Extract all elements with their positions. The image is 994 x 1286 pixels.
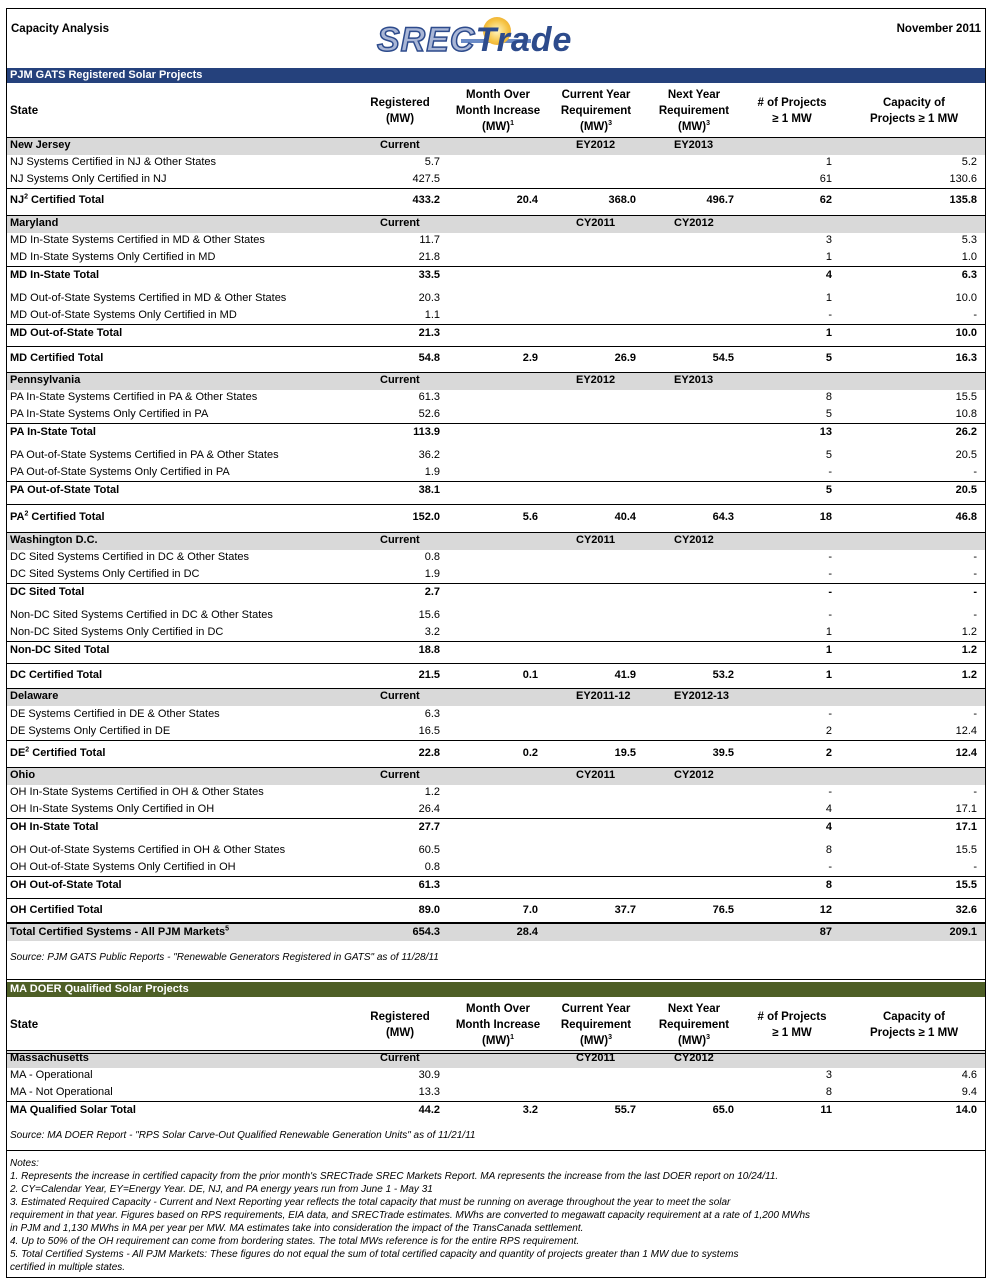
next-year-heading: CY2012 <box>674 217 714 229</box>
registered-value: 22.8 <box>418 747 440 759</box>
registered-value: 0.8 <box>424 861 440 873</box>
capacity-value: - <box>973 786 977 798</box>
registered-value: 15.6 <box>418 609 440 621</box>
registered-value: 433.2 <box>412 194 440 206</box>
capacity-value: 5.2 <box>961 156 977 168</box>
total-row <box>7 188 985 211</box>
projects-value: 1 <box>825 156 832 168</box>
capacity-value: 12.4 <box>955 725 977 737</box>
capacity-value: 46.8 <box>955 511 977 523</box>
row-label: OH In-State Systems Certified in OH & Other States <box>10 786 264 798</box>
row-label-suffix: Certified Total <box>28 511 105 523</box>
capacity-value: - <box>973 309 977 321</box>
registered-value: 654.3 <box>412 926 440 938</box>
projects-value: 62 <box>819 194 832 206</box>
next-requirement-value: 65.0 <box>712 1104 734 1116</box>
registered-value: 5.7 <box>424 156 440 168</box>
registered-value: 16.5 <box>418 725 440 737</box>
projects-value: 1 <box>825 669 832 681</box>
row-label: OH Out-of-State Total <box>10 879 122 891</box>
row-label: PA Out-of-State Systems Only Certified in PA <box>10 466 230 478</box>
current-year-heading: CY2011 <box>576 217 616 229</box>
registered-value: 3.2 <box>424 626 440 638</box>
projects-value: - <box>828 309 832 321</box>
capacity-analysis-page <box>6 8 986 1278</box>
footnote-line: certified in multiple states. <box>10 1262 126 1273</box>
registered-value: 52.6 <box>418 408 440 420</box>
registered-value: 61.3 <box>418 879 440 891</box>
capacity-value: 15.5 <box>955 844 977 856</box>
current-requirement-value: 26.9 <box>614 352 636 364</box>
row-label-suffix: Certified Total <box>27 194 105 206</box>
total-row <box>7 583 985 601</box>
divider <box>7 979 985 980</box>
capacity-value: - <box>973 551 977 563</box>
month-increase-value: 5.6 <box>522 511 538 523</box>
state-header-row <box>7 767 985 785</box>
registered-value: 6.3 <box>424 708 440 720</box>
row-label: DE Systems Certified in DE & Other States <box>10 708 220 720</box>
col-state: State <box>10 105 39 117</box>
footnote-marker: 2 <box>25 746 30 754</box>
row-label: MD In-State Systems Certified in MD & Other States <box>10 234 265 246</box>
projects-value: 5 <box>825 352 832 364</box>
table-row <box>7 607 985 624</box>
pjm-section-title: PJM GATS Registered Solar Projects <box>7 68 985 83</box>
projects-value: 11 <box>820 1104 832 1116</box>
next-requirement-value: 496.7 <box>706 194 734 206</box>
registered-value: 30.9 <box>418 1069 440 1081</box>
projects-value: 3 <box>825 1069 832 1081</box>
col-registered: Registered (MW) <box>370 1011 430 1039</box>
footnote-line: in PJM and 1,130 MWhs in MA per year per MW. MA estimates take into consideration the impact of the TransCanada settlement. <box>10 1223 584 1234</box>
next-year-heading: CY2012 <box>674 1052 714 1064</box>
projects-value: - <box>828 708 832 720</box>
footnote-marker: 5 <box>225 925 230 933</box>
table-row <box>7 784 985 801</box>
table-row <box>7 624 985 641</box>
projects-value: - <box>828 861 832 873</box>
capacity-value: 12.4 <box>955 747 977 759</box>
current-requirement-value: 55.7 <box>614 1104 636 1116</box>
row-label <box>10 926 229 938</box>
row-label: DE Systems Only Certified in DE <box>10 725 171 737</box>
col-capacity: Capacity of Projects ≥ 1 MW <box>869 1011 959 1039</box>
row-label: Washington D.C. <box>10 534 98 546</box>
row-label: Massachusetts <box>10 1052 89 1064</box>
row-label: Non-DC Sited Systems Only Certified in DC <box>10 626 224 638</box>
row-label: OH Certified Total <box>10 904 103 916</box>
registered-value: 36.2 <box>418 449 440 461</box>
table-row <box>7 842 985 859</box>
current-requirement-value: 37.7 <box>614 904 636 916</box>
divider <box>7 1150 985 1151</box>
capacity-value: 130.6 <box>949 173 977 185</box>
total-row <box>7 481 985 499</box>
table-row <box>7 549 985 566</box>
col-current-year: Current Year Requirement (MW)$^3$ <box>560 89 632 133</box>
row-label: MD Out-of-State Systems Only Certified in MD <box>10 309 237 321</box>
projects-value: - <box>828 466 832 478</box>
projects-value: - <box>828 551 832 563</box>
projects-value: 8 <box>825 844 832 856</box>
projects-value: 8 <box>825 391 832 403</box>
capacity-value: 1.2 <box>961 626 977 638</box>
col-current-year: Current Year Requirement (MW)$^3$ <box>560 1003 632 1047</box>
next-year-heading: CY2012 <box>674 534 714 546</box>
col-month-increase: Month Over Month Increase (MW)$^1$ <box>455 89 541 133</box>
table-row <box>7 171 985 188</box>
current-requirement-value: 41.9 <box>614 669 636 681</box>
row-label: NJ Systems Certified in NJ & Other States <box>10 156 217 168</box>
table-row <box>7 706 985 723</box>
capacity-value: 1.2 <box>961 644 977 656</box>
capacity-value: 4.6 <box>961 1069 977 1081</box>
projects-value: 1 <box>825 626 832 638</box>
row-label: PA In-State Total <box>10 426 96 438</box>
capacity-value: - <box>973 609 977 621</box>
total-row <box>7 876 985 894</box>
current-year-heading: CY2011 <box>576 1052 616 1064</box>
pjm-source-note: Source: PJM GATS Public Reports - "Renewable Generators Registered in GATS" as of 11/28/11 <box>10 952 439 963</box>
current-year-heading: EY2012 <box>576 374 616 386</box>
row-label-prefix: PA <box>10 511 25 523</box>
row-label: MA Qualified Solar Total <box>10 1104 136 1116</box>
current-requirement-value: 40.4 <box>614 511 636 523</box>
current-heading: Current <box>380 534 420 546</box>
projects-value: 2 <box>825 725 832 737</box>
projects-value: - <box>828 586 832 598</box>
table-row <box>7 1084 985 1101</box>
projects-value: 12 <box>819 904 832 916</box>
registered-value: 13.3 <box>418 1086 440 1098</box>
projects-value: - <box>828 609 832 621</box>
projects-value: 5 <box>825 408 832 420</box>
capacity-value: - <box>973 568 977 580</box>
registered-value: 89.0 <box>418 904 440 916</box>
row-label: PA In-State Systems Certified in PA & Other States <box>10 391 258 403</box>
row-label <box>10 747 105 759</box>
row-label: PA In-State Systems Only Certified in PA <box>10 408 209 420</box>
month-increase-value: 20.4 <box>516 194 538 206</box>
row-label: PA Out-of-State Total <box>10 484 120 496</box>
current-year-heading: EY2011-12 <box>576 690 631 702</box>
footnote-marker: 2 <box>24 510 29 518</box>
footnote-line: requirement in that year. Figures based on RPS requirements, EIA data, and SRECTrade estimates. MWhs are converted to megawatt capacity requirement at a rate of 1,200 MWhs <box>10 1210 811 1221</box>
row-label: Non-DC Sited Systems Certified in DC & Other States <box>10 609 273 621</box>
next-requirement-value: 53.2 <box>712 669 734 681</box>
next-year-heading: CY2012 <box>674 769 714 781</box>
capacity-value: 32.6 <box>955 904 977 916</box>
row-label: DC Sited Total <box>10 586 85 598</box>
table-row <box>7 389 985 406</box>
capacity-value: 15.5 <box>955 391 977 403</box>
state-header-row <box>7 215 985 233</box>
footnote-line: 5. Total Certified Systems - All PJM Markets: These figures do not equal the sum of total certified capacity and quantity of projects greater than 1 MW due to systems <box>10 1249 739 1260</box>
capacity-value: 10.0 <box>955 292 977 304</box>
month-increase-value: 7.0 <box>522 904 538 916</box>
row-label-prefix: Total Certified Systems - All PJM Markets <box>10 926 226 938</box>
col-capacity: Capacity of Projects ≥ 1 MW <box>869 97 959 125</box>
current-heading: Current <box>380 769 420 781</box>
projects-value: 5 <box>825 484 832 496</box>
capacity-value: 17.1 <box>955 803 977 815</box>
projects-value: 1 <box>825 251 832 263</box>
row-label-prefix: DE <box>10 747 26 759</box>
capacity-value: 15.5 <box>955 879 977 891</box>
registered-value: 2.7 <box>424 586 440 598</box>
footnote-line: 1. Represents the increase in certified capacity from the prior month's SRECTrade SREC Markets Report. MA represents the increase from the last DOER report on 10/24/11. <box>10 1171 779 1182</box>
capacity-value: 17.1 <box>955 821 977 833</box>
registered-value: 1.9 <box>424 466 440 478</box>
projects-value: 1 <box>825 644 832 656</box>
row-label: OH Out-of-State Systems Only Certified in OH <box>10 861 236 873</box>
row-label: OH In-State Systems Only Certified in OH <box>10 803 215 815</box>
row-label: NJ Systems Only Certified in NJ <box>10 173 167 185</box>
col-projects: # of Projects ≥ 1 MW <box>757 97 827 125</box>
table-row <box>7 1067 985 1084</box>
current-requirement-value: 19.5 <box>614 747 636 759</box>
projects-value: 8 <box>825 879 832 891</box>
capacity-value: 209.1 <box>949 926 977 938</box>
registered-value: 21.5 <box>418 669 440 681</box>
registered-value: 18.8 <box>418 644 440 656</box>
footnotes <box>10 1157 810 1274</box>
total-row <box>7 346 985 369</box>
registered-value: 61.3 <box>418 391 440 403</box>
total-row <box>7 324 985 342</box>
total-row <box>7 663 985 686</box>
next-year-heading: EY2013 <box>674 139 714 151</box>
footnote-line: 3. Estimated Required Capacity - Current and Next Reporting year reflects the total capacity that must be running on average throughout the year to meet the solar <box>10 1197 731 1208</box>
pjm-column-header <box>7 83 985 140</box>
table-row <box>7 801 985 818</box>
registered-value: 33.5 <box>418 269 440 281</box>
col-registered: Registered (MW) <box>370 97 430 125</box>
capacity-value: 9.4 <box>961 1086 977 1098</box>
projects-value: 4 <box>825 803 832 815</box>
report-date: November 2011 <box>896 23 981 35</box>
projects-value: 18 <box>819 511 832 523</box>
col-next-year: Next Year Requirement (MW)$^3$ <box>658 89 730 133</box>
month-increase-value: 0.1 <box>522 669 538 681</box>
projects-value: - <box>828 568 832 580</box>
capacity-value: 20.5 <box>955 484 977 496</box>
registered-value: 27.7 <box>418 821 440 833</box>
total-row <box>7 740 985 765</box>
projects-value: 87 <box>819 926 832 938</box>
table-row <box>7 290 985 307</box>
current-year-heading: CY2011 <box>576 769 616 781</box>
col-month-increase: Month Over Month Increase (MW)$^1$ <box>455 1003 541 1047</box>
total-row <box>7 423 985 441</box>
next-year-heading: EY2012-13 <box>674 690 730 702</box>
footnote-line: Notes: <box>10 1158 39 1169</box>
next-requirement-value: 64.3 <box>712 511 734 523</box>
col-projects: # of Projects ≥ 1 MW <box>757 1011 827 1039</box>
registered-value: 44.2 <box>418 1104 440 1116</box>
ma-column-header <box>7 997 985 1054</box>
registered-value: 20.3 <box>418 292 440 304</box>
next-requirement-value: 39.5 <box>712 747 734 759</box>
row-label-suffix: Certified Total <box>29 747 106 759</box>
row-label: New Jersey <box>10 139 71 151</box>
projects-value: 4 <box>825 821 832 833</box>
row-label: MD Certified Total <box>10 352 104 364</box>
current-requirement-value: 368.0 <box>608 194 636 206</box>
footnote-line: 4. Up to 50% of the OH requirement can come from bordering states. The total MWs reference is for the entire RPS requirement. <box>10 1236 580 1247</box>
capacity-value: 6.3 <box>961 269 977 281</box>
table-row <box>7 232 985 249</box>
next-requirement-value: 76.5 <box>712 904 734 916</box>
registered-value: 152.0 <box>412 511 440 523</box>
total-row <box>7 504 985 529</box>
row-label-prefix: NJ <box>10 194 25 206</box>
row-label: Ohio <box>10 769 36 781</box>
registered-value: 21.3 <box>418 327 440 339</box>
table-row <box>7 307 985 324</box>
capacity-value: 16.3 <box>955 352 977 364</box>
capacity-value: 1.2 <box>961 669 977 681</box>
ma-section-title: MA DOER Qualified Solar Projects <box>7 982 985 997</box>
registered-value: 60.5 <box>418 844 440 856</box>
capacity-value: 135.8 <box>949 194 977 206</box>
state-header-row <box>7 532 985 550</box>
current-heading: Current <box>380 690 420 702</box>
capacity-value: 10.0 <box>955 327 977 339</box>
capacity-value: - <box>973 586 977 598</box>
registered-value: 113.9 <box>413 426 440 438</box>
month-increase-value: 2.9 <box>522 352 538 364</box>
registered-value: 11.7 <box>419 234 440 246</box>
projects-value: - <box>828 786 832 798</box>
projects-value: 8 <box>825 1086 832 1098</box>
capacity-value: 14.0 <box>955 1104 977 1116</box>
row-label: Pennsylvania <box>10 374 81 386</box>
row-label: MD In-State Systems Only Certified in MD <box>10 251 216 263</box>
state-header-row <box>7 372 985 390</box>
row-label <box>10 511 105 523</box>
srectrade-logo <box>377 15 627 65</box>
projects-value: 4 <box>825 269 832 281</box>
row-label: DC Certified Total <box>10 669 103 681</box>
table-row <box>7 723 985 740</box>
capacity-value: 5.3 <box>961 234 977 246</box>
capacity-value: 1.0 <box>961 251 977 263</box>
row-label: DC Sited Systems Only Certified in DC <box>10 568 200 580</box>
row-label: Non-DC Sited Total <box>10 644 110 656</box>
total-row <box>7 1101 985 1119</box>
state-header-row <box>7 137 985 155</box>
current-heading: Current <box>380 374 420 386</box>
capacity-value: 26.2 <box>955 426 977 438</box>
registered-value: 54.8 <box>418 352 440 364</box>
projects-value: 5 <box>825 449 832 461</box>
row-label: MD In-State Total <box>10 269 100 281</box>
row-label: Delaware <box>10 690 59 702</box>
table-row <box>7 447 985 464</box>
col-state: State <box>10 1019 39 1031</box>
row-label: OH In-State Total <box>10 821 99 833</box>
registered-value: 21.8 <box>418 251 440 263</box>
col-next-year: Next Year Requirement (MW)$^3$ <box>658 1003 730 1047</box>
table-row <box>7 859 985 876</box>
capacity-value: - <box>973 708 977 720</box>
footnote-line: 2. CY=Calendar Year, EY=Energy Year. DE, NJ, and PA energy years run from June 1 - May 31 <box>10 1184 433 1195</box>
row-label: MD Out-of-State Total <box>10 327 123 339</box>
projects-value: 3 <box>825 234 832 246</box>
capacity-value: 20.5 <box>955 449 977 461</box>
current-heading: Current <box>380 217 420 229</box>
total-row <box>7 898 985 921</box>
registered-value: 1.2 <box>424 786 440 798</box>
state-header-row <box>7 688 985 706</box>
projects-value: 61 <box>819 173 832 185</box>
registered-value: 1.9 <box>424 568 440 580</box>
projects-value: 1 <box>825 327 832 339</box>
current-year-heading: CY2011 <box>576 534 616 546</box>
projects-value: 1 <box>825 292 832 304</box>
table-row <box>7 406 985 423</box>
footnote-marker: 2 <box>24 193 28 201</box>
row-label: OH Out-of-State Systems Certified in OH & Other States <box>10 844 286 856</box>
next-requirement-value: 54.5 <box>712 352 734 364</box>
total-row <box>7 818 985 836</box>
logo-wordmark: SRECTrade <box>377 21 573 59</box>
current-heading: Current <box>380 139 420 151</box>
month-increase-value: 3.2 <box>522 1104 538 1116</box>
row-label <box>10 194 104 206</box>
total-row <box>7 266 985 284</box>
table-row <box>7 249 985 266</box>
report-title: Capacity Analysis <box>11 23 110 35</box>
registered-value: 427.5 <box>412 173 440 185</box>
registered-value: 38.1 <box>418 484 440 496</box>
total-row <box>7 641 985 659</box>
capacity-value: - <box>973 861 977 873</box>
row-label: PA Out-of-State Systems Certified in PA & Other States <box>10 449 279 461</box>
registered-value: 26.4 <box>418 803 440 815</box>
projects-value: 2 <box>825 747 832 759</box>
month-increase-value: 28.4 <box>516 926 538 938</box>
row-label: Maryland <box>10 217 59 229</box>
month-increase-value: 0.2 <box>522 747 538 759</box>
table-row <box>7 464 985 481</box>
capacity-value: - <box>973 466 977 478</box>
row-label: MA - Operational <box>10 1069 93 1081</box>
table-row <box>7 566 985 583</box>
ma-source-note: Source: MA DOER Report - "RPS Solar Carve-Out Qualified Renewable Generation Units" as of 11/21/11 <box>10 1130 476 1141</box>
grand-total-row <box>7 922 985 941</box>
current-heading: Current <box>380 1052 420 1064</box>
row-label: DC Sited Systems Certified in DC & Other States <box>10 551 250 563</box>
row-label: MA - Not Operational <box>10 1086 113 1098</box>
table-row <box>7 154 985 171</box>
registered-value: 0.8 <box>424 551 440 563</box>
registered-value: 1.1 <box>424 309 440 321</box>
capacity-value: 10.8 <box>955 408 977 420</box>
projects-value: 13 <box>819 426 832 438</box>
next-year-heading: EY2013 <box>674 374 714 386</box>
row-label: MD Out-of-State Systems Certified in MD & Other States <box>10 292 287 304</box>
current-year-heading: EY2012 <box>576 139 616 151</box>
